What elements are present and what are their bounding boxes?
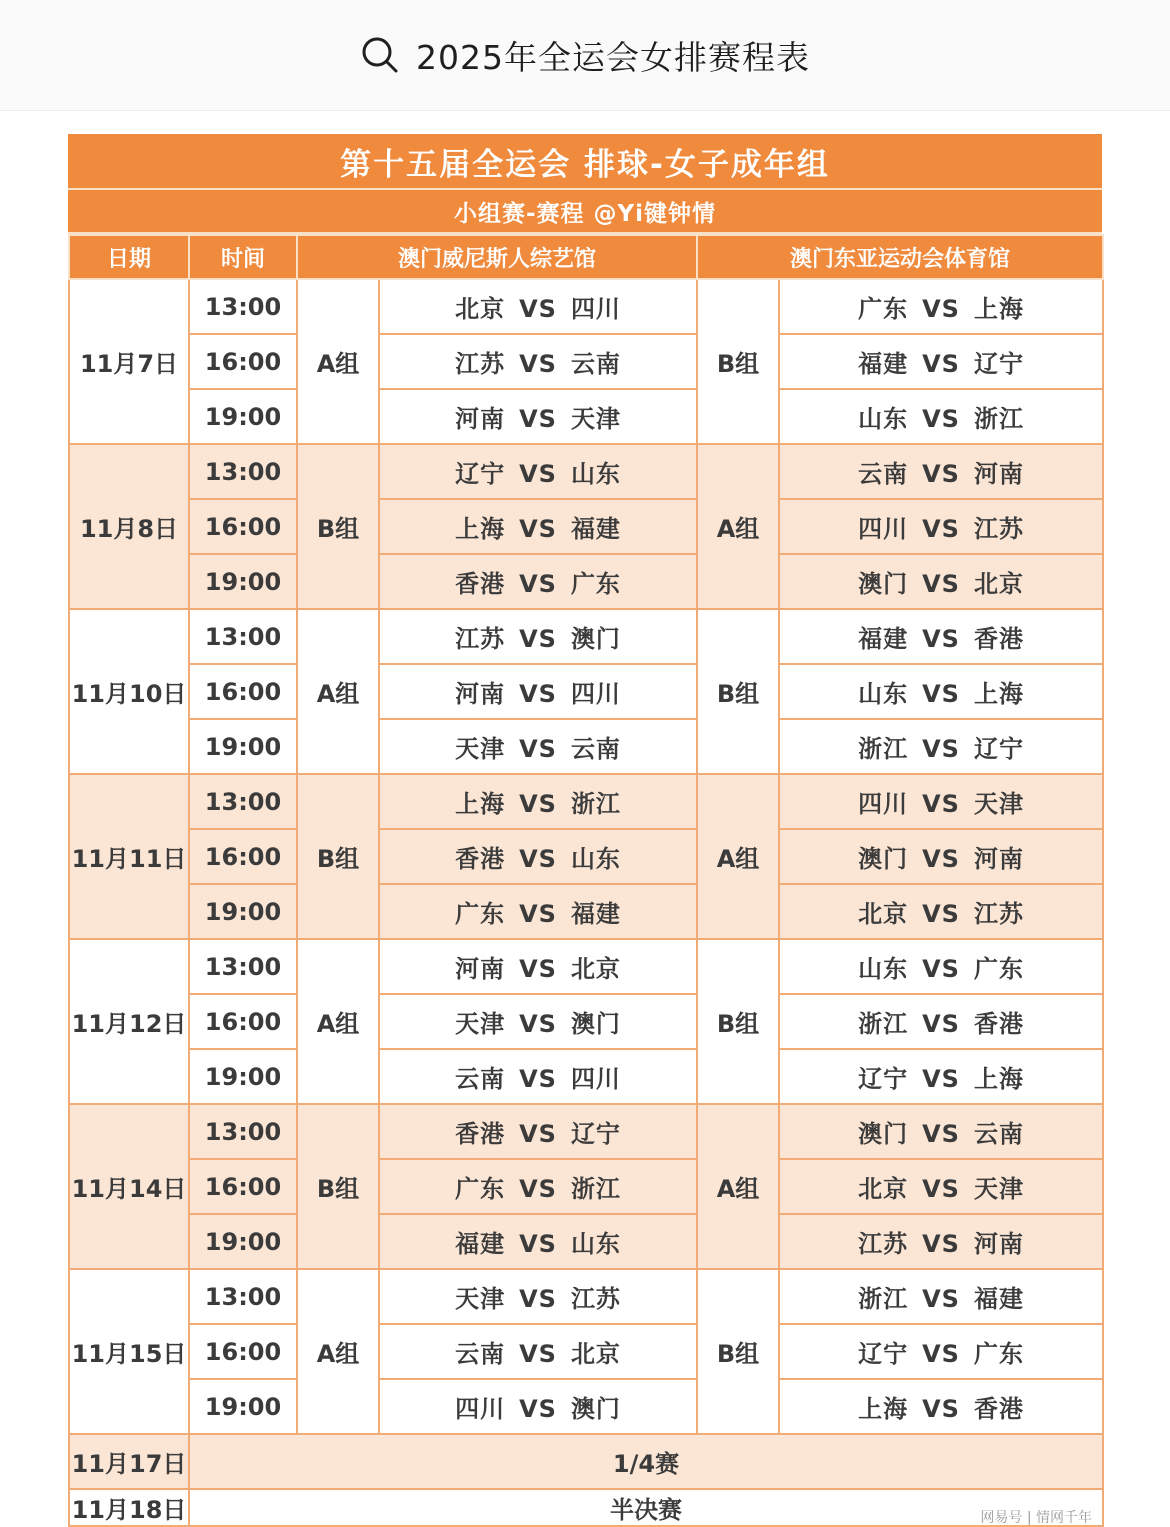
team-away: 山东 xyxy=(570,845,621,873)
table-row xyxy=(69,1379,1103,1434)
time-cell: 16:00 xyxy=(189,1159,297,1214)
vs-label: VS xyxy=(922,350,960,378)
group-cell-venue2: A组 xyxy=(697,1104,779,1269)
team-away: 福建 xyxy=(570,515,621,543)
team-home: 澳门 xyxy=(858,570,909,598)
team-home: 北京 xyxy=(858,1175,909,1203)
poster-title: 第十五届全运会 排球-女子成年组 xyxy=(68,134,1102,190)
time-cell: 19:00 xyxy=(189,719,297,774)
match-cell-venue1 xyxy=(379,1214,697,1269)
search-wrap[interactable] xyxy=(360,32,810,79)
team-home: 上海 xyxy=(455,515,506,543)
match-cell-venue2 xyxy=(779,1269,1103,1324)
group-cell-venue2: A组 xyxy=(697,774,779,939)
group-cell-venue2: A组 xyxy=(697,444,779,609)
team-home: 福建 xyxy=(858,350,909,378)
match-cell-venue1 xyxy=(379,774,697,829)
vs-label: VS xyxy=(922,570,960,598)
time-cell: 19:00 xyxy=(189,1214,297,1269)
team-away: 四川 xyxy=(570,1065,621,1093)
vs-label: VS xyxy=(519,900,557,928)
team-away: 辽宁 xyxy=(973,350,1024,378)
vs-label: VS xyxy=(922,515,960,543)
match-cell-venue2 xyxy=(779,1214,1103,1269)
match-cell-venue2 xyxy=(779,609,1103,664)
team-home: 云南 xyxy=(455,1065,506,1093)
team-home: 四川 xyxy=(858,515,909,543)
team-home: 江苏 xyxy=(455,625,506,653)
date-cell: 11月10日 xyxy=(69,609,189,774)
table-row xyxy=(69,884,1103,939)
vs-label: VS xyxy=(519,1120,557,1148)
time-cell: 13:00 xyxy=(189,279,297,334)
match-cell-venue1 xyxy=(379,1269,697,1324)
schedule-table xyxy=(68,234,1104,1527)
date-cell: 11月7日 xyxy=(69,279,189,444)
match-cell-venue2 xyxy=(779,994,1103,1049)
team-away: 天津 xyxy=(570,405,621,433)
search-query[interactable]: 2025年全运会女排赛程表 xyxy=(416,37,810,77)
match-cell-venue2 xyxy=(779,389,1103,444)
table-row xyxy=(69,1159,1103,1214)
time-cell: 19:00 xyxy=(189,1379,297,1434)
team-home: 天津 xyxy=(455,1010,506,1038)
time-cell: 16:00 xyxy=(189,334,297,389)
vs-label: VS xyxy=(922,1065,960,1093)
team-away: 浙江 xyxy=(570,790,621,818)
table-header xyxy=(69,235,1103,279)
team-away: 香港 xyxy=(973,1395,1024,1423)
stage-label: 1/4赛 xyxy=(189,1434,1103,1489)
team-away: 山东 xyxy=(570,460,621,488)
time-cell: 16:00 xyxy=(189,1324,297,1379)
team-away: 上海 xyxy=(973,680,1024,708)
time-cell: 19:00 xyxy=(189,884,297,939)
match-cell-venue1 xyxy=(379,1379,697,1434)
team-home: 辽宁 xyxy=(858,1340,909,1368)
team-away: 辽宁 xyxy=(973,735,1024,763)
table-row xyxy=(69,1324,1103,1379)
team-away: 山东 xyxy=(570,1230,621,1258)
time-cell: 16:00 xyxy=(189,664,297,719)
match-cell-venue1 xyxy=(379,829,697,884)
vs-label: VS xyxy=(922,295,960,323)
team-home: 云南 xyxy=(858,460,909,488)
team-home: 山东 xyxy=(858,680,909,708)
team-away: 江苏 xyxy=(973,900,1024,928)
vs-label: VS xyxy=(922,1120,960,1148)
vs-label: VS xyxy=(922,845,960,873)
time-cell: 13:00 xyxy=(189,444,297,499)
vs-label: VS xyxy=(519,350,557,378)
team-home: 辽宁 xyxy=(858,1065,909,1093)
match-cell-venue2 xyxy=(779,664,1103,719)
team-away: 四川 xyxy=(570,295,621,323)
team-home: 辽宁 xyxy=(455,460,506,488)
group-cell-venue1: B组 xyxy=(297,1104,379,1269)
vs-label: VS xyxy=(922,1285,960,1313)
team-away: 澳门 xyxy=(570,1395,621,1423)
time-cell: 13:00 xyxy=(189,1269,297,1324)
time-cell: 19:00 xyxy=(189,1049,297,1104)
team-away: 河南 xyxy=(973,1230,1024,1258)
stage-label: 半决赛 xyxy=(189,1489,1103,1526)
team-away: 澳门 xyxy=(570,625,621,653)
date-cell: 11月8日 xyxy=(69,444,189,609)
match-cell-venue2 xyxy=(779,499,1103,554)
header-time: 时间 xyxy=(189,235,297,279)
match-cell-venue2 xyxy=(779,279,1103,334)
team-home: 天津 xyxy=(455,1285,506,1313)
vs-label: VS xyxy=(519,515,557,543)
team-home: 北京 xyxy=(858,900,909,928)
team-home: 香港 xyxy=(455,1120,506,1148)
time-cell: 16:00 xyxy=(189,499,297,554)
vs-label: VS xyxy=(922,735,960,763)
team-away: 上海 xyxy=(973,295,1024,323)
team-away: 广东 xyxy=(570,570,621,598)
vs-label: VS xyxy=(922,1230,960,1258)
header-venue2: 澳门东亚运动会体育馆 xyxy=(697,235,1103,279)
table-row xyxy=(69,334,1103,389)
stage-date: 11月18日 xyxy=(69,1489,189,1526)
team-away: 浙江 xyxy=(570,1175,621,1203)
table-row xyxy=(69,279,1103,334)
vs-label: VS xyxy=(922,900,960,928)
match-cell-venue2 xyxy=(779,829,1103,884)
group-cell-venue1: A组 xyxy=(297,279,379,444)
time-cell: 19:00 xyxy=(189,554,297,609)
match-cell-venue1 xyxy=(379,554,697,609)
vs-label: VS xyxy=(519,1285,557,1313)
vs-label: VS xyxy=(519,405,557,433)
match-cell-venue2 xyxy=(779,444,1103,499)
stage-row xyxy=(69,1489,1103,1526)
team-home: 云南 xyxy=(455,1340,506,1368)
vs-label: VS xyxy=(519,1065,557,1093)
table-row xyxy=(69,664,1103,719)
match-cell-venue1 xyxy=(379,1049,697,1104)
vs-label: VS xyxy=(519,460,557,488)
team-away: 云南 xyxy=(570,350,621,378)
team-home: 福建 xyxy=(455,1230,506,1258)
vs-label: VS xyxy=(519,625,557,653)
match-cell-venue1 xyxy=(379,884,697,939)
header-date: 日期 xyxy=(69,235,189,279)
team-home: 福建 xyxy=(858,625,909,653)
team-home: 浙江 xyxy=(858,1285,909,1313)
vs-label: VS xyxy=(922,790,960,818)
time-cell: 13:00 xyxy=(189,609,297,664)
team-home: 上海 xyxy=(455,790,506,818)
match-cell-venue2 xyxy=(779,554,1103,609)
team-away: 云南 xyxy=(973,1120,1024,1148)
stage-row xyxy=(69,1434,1103,1489)
vs-label: VS xyxy=(519,680,557,708)
time-cell: 16:00 xyxy=(189,829,297,884)
team-away: 江苏 xyxy=(570,1285,621,1313)
vs-label: VS xyxy=(519,1175,557,1203)
match-cell-venue2 xyxy=(779,1049,1103,1104)
schedule-body xyxy=(69,279,1103,1526)
group-cell-venue1: A组 xyxy=(297,1269,379,1434)
table-row xyxy=(69,499,1103,554)
group-cell-venue2: B组 xyxy=(697,1269,779,1434)
team-home: 四川 xyxy=(455,1395,506,1423)
team-home: 澳门 xyxy=(858,1120,909,1148)
team-home: 上海 xyxy=(858,1395,909,1423)
vs-label: VS xyxy=(922,1175,960,1203)
time-cell: 13:00 xyxy=(189,774,297,829)
table-row xyxy=(69,444,1103,499)
table-row xyxy=(69,554,1103,609)
team-away: 云南 xyxy=(570,735,621,763)
match-cell-venue2 xyxy=(779,334,1103,389)
vs-label: VS xyxy=(519,570,557,598)
match-cell-venue2 xyxy=(779,774,1103,829)
team-home: 香港 xyxy=(455,570,506,598)
team-away: 澳门 xyxy=(570,1010,621,1038)
match-cell-venue1 xyxy=(379,334,697,389)
match-cell-venue2 xyxy=(779,939,1103,994)
match-cell-venue1 xyxy=(379,719,697,774)
team-away: 天津 xyxy=(973,790,1024,818)
vs-label: VS xyxy=(519,790,557,818)
time-cell: 16:00 xyxy=(189,994,297,1049)
match-cell-venue1 xyxy=(379,499,697,554)
team-away: 河南 xyxy=(973,460,1024,488)
vs-label: VS xyxy=(519,1395,557,1423)
vs-label: VS xyxy=(519,1010,557,1038)
match-cell-venue1 xyxy=(379,939,697,994)
vs-label: VS xyxy=(519,1340,557,1368)
time-cell: 13:00 xyxy=(189,1104,297,1159)
date-cell: 11月15日 xyxy=(69,1269,189,1434)
group-cell-venue1: A组 xyxy=(297,609,379,774)
match-cell-venue1 xyxy=(379,279,697,334)
vs-label: VS xyxy=(922,460,960,488)
date-cell: 11月11日 xyxy=(69,774,189,939)
vs-label: VS xyxy=(922,1340,960,1368)
team-home: 浙江 xyxy=(858,1010,909,1038)
team-home: 天津 xyxy=(455,735,506,763)
vs-label: VS xyxy=(519,1230,557,1258)
team-home: 广东 xyxy=(858,295,909,323)
team-away: 辽宁 xyxy=(570,1120,621,1148)
vs-label: VS xyxy=(922,625,960,653)
time-cell: 19:00 xyxy=(189,389,297,444)
match-cell-venue1 xyxy=(379,664,697,719)
match-cell-venue1 xyxy=(379,994,697,1049)
team-away: 北京 xyxy=(973,570,1024,598)
team-away: 香港 xyxy=(973,625,1024,653)
team-away: 上海 xyxy=(973,1065,1024,1093)
match-cell-venue1 xyxy=(379,1104,697,1159)
team-home: 香港 xyxy=(455,845,506,873)
match-cell-venue1 xyxy=(379,609,697,664)
match-cell-venue2 xyxy=(779,1104,1103,1159)
team-away: 浙江 xyxy=(973,405,1024,433)
table-row xyxy=(69,994,1103,1049)
team-away: 河南 xyxy=(973,845,1024,873)
table-row xyxy=(69,1269,1103,1324)
group-cell-venue1: A组 xyxy=(297,939,379,1104)
team-home: 山东 xyxy=(858,955,909,983)
group-cell-venue1: B组 xyxy=(297,444,379,609)
match-cell-venue2 xyxy=(779,1159,1103,1214)
vs-label: VS xyxy=(519,735,557,763)
team-away: 江苏 xyxy=(973,515,1024,543)
stage-date: 11月17日 xyxy=(69,1434,189,1489)
team-away: 四川 xyxy=(570,680,621,708)
time-cell: 13:00 xyxy=(189,939,297,994)
table-row xyxy=(69,719,1103,774)
team-home: 浙江 xyxy=(858,735,909,763)
table-row xyxy=(69,1049,1103,1104)
team-away: 广东 xyxy=(973,955,1024,983)
match-cell-venue1 xyxy=(379,1159,697,1214)
group-cell-venue2: B组 xyxy=(697,939,779,1104)
date-cell: 11月12日 xyxy=(69,939,189,1104)
search-bar[interactable] xyxy=(0,0,1170,111)
date-cell: 11月14日 xyxy=(69,1104,189,1269)
match-cell-venue2 xyxy=(779,1324,1103,1379)
team-away: 福建 xyxy=(570,900,621,928)
group-cell-venue1: B组 xyxy=(297,774,379,939)
team-home: 广东 xyxy=(455,1175,506,1203)
match-cell-venue2 xyxy=(779,719,1103,774)
schedule-poster xyxy=(68,134,1102,1527)
match-cell-venue2 xyxy=(779,1379,1103,1434)
team-away: 福建 xyxy=(973,1285,1024,1313)
match-cell-venue1 xyxy=(379,444,697,499)
team-away: 天津 xyxy=(973,1175,1024,1203)
team-home: 江苏 xyxy=(455,350,506,378)
watermark: 网易号 | 情网千年 xyxy=(980,1510,1092,1526)
vs-label: VS xyxy=(922,955,960,983)
table-row xyxy=(69,389,1103,444)
header-venue1: 澳门威尼斯人综艺馆 xyxy=(297,235,697,279)
vs-label: VS xyxy=(922,405,960,433)
team-away: 广东 xyxy=(973,1340,1024,1368)
team-away: 北京 xyxy=(570,1340,621,1368)
table-row xyxy=(69,829,1103,884)
team-home: 江苏 xyxy=(858,1230,909,1258)
team-home: 河南 xyxy=(455,680,506,708)
team-home: 广东 xyxy=(455,900,506,928)
team-home: 河南 xyxy=(455,405,506,433)
team-home: 河南 xyxy=(455,955,506,983)
vs-label: VS xyxy=(922,1010,960,1038)
vs-label: VS xyxy=(519,295,557,323)
team-away: 北京 xyxy=(570,955,621,983)
vs-label: VS xyxy=(519,955,557,983)
vs-label: VS xyxy=(922,1395,960,1423)
table-row xyxy=(69,609,1103,664)
match-cell-venue2 xyxy=(779,884,1103,939)
vs-label: VS xyxy=(519,845,557,873)
table-row xyxy=(69,1104,1103,1159)
search-icon xyxy=(360,35,400,75)
poster-subtitle: 小组赛-赛程 @Yi键钟情 xyxy=(68,190,1102,234)
team-home: 澳门 xyxy=(858,845,909,873)
table-row xyxy=(69,1214,1103,1269)
group-cell-venue2: B组 xyxy=(697,279,779,444)
vs-label: VS xyxy=(922,680,960,708)
match-cell-venue1 xyxy=(379,1324,697,1379)
group-cell-venue2: B组 xyxy=(697,609,779,774)
team-home: 山东 xyxy=(858,405,909,433)
team-away: 香港 xyxy=(973,1010,1024,1038)
table-row xyxy=(69,774,1103,829)
team-home: 四川 xyxy=(858,790,909,818)
table-row xyxy=(69,939,1103,994)
team-home: 北京 xyxy=(455,295,506,323)
match-cell-venue1 xyxy=(379,389,697,444)
